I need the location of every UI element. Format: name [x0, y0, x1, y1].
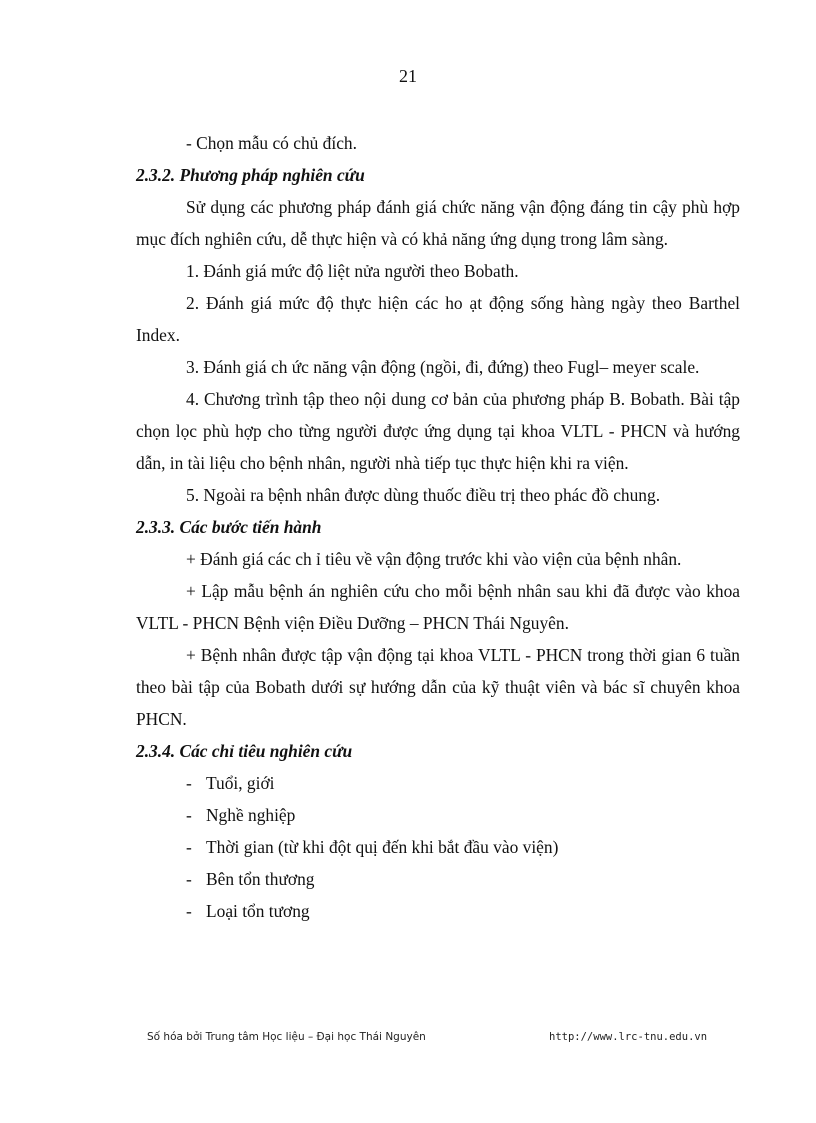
dash-bullet: -	[186, 773, 192, 793]
page-number: 21	[399, 66, 417, 86]
method-item-1: 1. Đánh giá mức độ liệt nửa người theo Bobath.	[186, 261, 519, 281]
indicator-item	[136, 799, 740, 831]
indicator-item	[136, 895, 740, 927]
method-item-3: 3. Đánh giá ch ức năng vận động (ngồi, đi, đứng) theo Fugl– meyer scale.	[186, 357, 700, 377]
dash-bullet: -	[186, 837, 192, 857]
sampling-line: - Chọn mẫu có chủ đích.	[186, 133, 357, 153]
method-item-2: 2. Đánh giá mức độ thực hiện các ho ạt động sống hàng ngày theo Barthel Index.	[136, 293, 740, 345]
page-body	[136, 127, 740, 927]
indicator-text: Thời gian (từ khi đột quị đến khi bắt đầu vào viện)	[206, 837, 559, 857]
dash-bullet: -	[186, 901, 192, 921]
method-item-5: 5. Ngoài ra bệnh nhân được dùng thuốc điều trị theo phác đồ chung.	[186, 485, 661, 505]
indicator-text: Bên tổn thương	[206, 869, 315, 889]
procedure-step-2: + Lập mẫu bệnh án nghiên cứu cho mỗi bệnh nhân sau khi đã được vào khoa VLTL - PHCN Bệnh viện Điều Dưỡng – PHCN Thái Nguyên.	[136, 581, 740, 633]
dash-bullet: -	[186, 805, 192, 825]
indicator-item	[136, 767, 740, 799]
footer-digitized-by: Số hóa bởi Trung tâm Học liệu – Đại học Thái Nguyên	[147, 1031, 426, 1043]
indicator-item	[136, 863, 740, 895]
indicator-item	[136, 831, 740, 863]
method-item-4: 4. Chương trình tập theo nội dung cơ bản của phương pháp B. Bobath. Bài tập chọn lọc phù hợp cho từng người được ứng dụng tại khoa VLTL - PHCN và hướng dẫn, in tài liệu cho bệnh nhân, người nhà tiếp tục thực hiện khi ra viện.	[136, 389, 740, 473]
indicator-text: Tuổi, giới	[206, 773, 275, 793]
indicator-text: Nghề nghiệp	[206, 805, 296, 825]
section-heading-2-3-4: 2.3.4. Các chỉ tiêu nghiên cứu	[136, 741, 353, 761]
indicator-text: Loại tổn tương	[206, 901, 310, 921]
dash-bullet: -	[186, 869, 192, 889]
procedure-step-3: + Bệnh nhân được tập vận động tại khoa VLTL - PHCN trong thời gian 6 tuần theo bài tập của Bobath dưới sự hướng dẫn của kỹ thuật viên và bác sĩ chuyên khoa PHCN.	[136, 645, 740, 729]
section-heading-2-3-3: 2.3.3. Các bước tiến hành	[136, 517, 322, 537]
footer-url-link[interactable]: http://www.lrc-tnu.edu.vn	[549, 1031, 708, 1043]
procedure-step-1: + Đánh giá các ch ỉ tiêu về vận động trước khi vào viện của bệnh nhân.	[186, 549, 682, 569]
section-heading-2-3-2: 2.3.2. Phương pháp nghiên cứu	[136, 165, 365, 185]
methods-paragraph: Sử dụng các phương pháp đánh giá chức năng vận động đáng tin cậy phù hợp mục đích nghiên cứu, dễ thực hiện và có khả năng ứng dụng trong lâm sàng.	[136, 197, 740, 249]
